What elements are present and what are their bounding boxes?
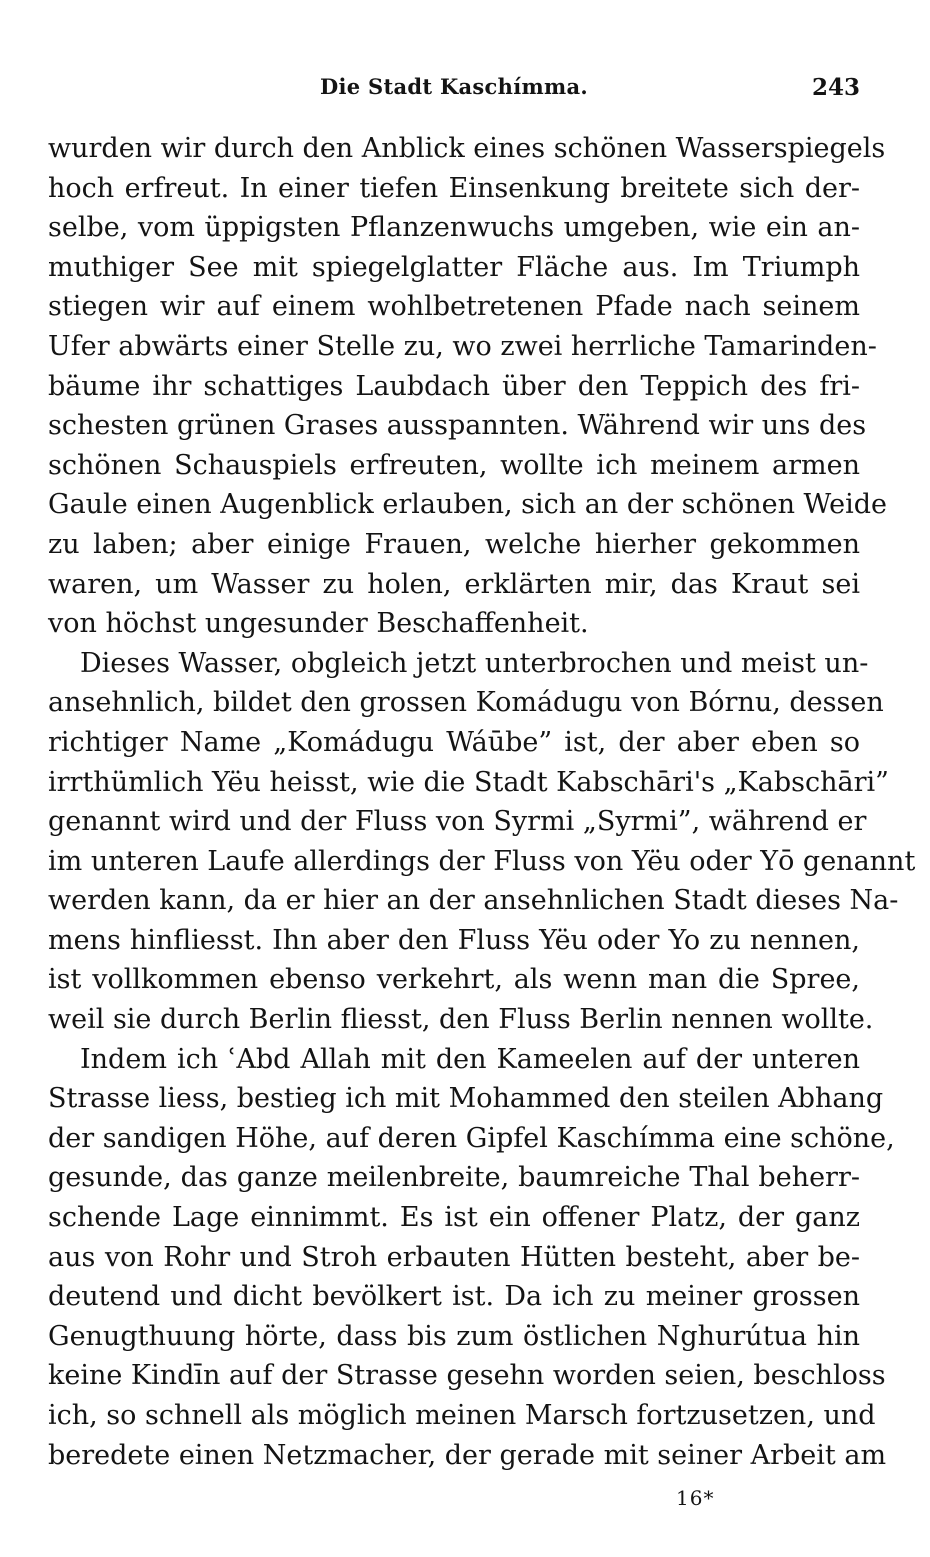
text-line: der sandigen Höhe, auf deren Gipfel Kaschímma eine schöne, <box>48 1122 895 1154</box>
text-line: schönen Schauspiels erfreuten, wollte ich meinem armen <box>48 449 860 481</box>
text-line: Genugthuung hörte, dass bis zum östlichen Nghurútua hin <box>48 1320 860 1352</box>
paragraph-end-line: weil sie durch Berlin fliesst, den Fluss Berlin nennen wollte. <box>48 1004 874 1036</box>
text-line: schesten grünen Grases ausspannten. Während wir uns des <box>48 410 867 442</box>
text-line: keine Kindīn auf der Strasse gesehn worden seien, beschloss <box>48 1360 886 1392</box>
text-line: richtiger Name „Komádugu Wáūbe” ist, der aber eben so <box>48 726 860 758</box>
text-line: irrthümlich Yëu heisst, wie die Stadt Kabschāri's „Kabschāri” <box>48 766 889 798</box>
running-head <box>48 74 860 114</box>
text-line: im unteren Laufe allerdings der Fluss von Yëu oder Yō genannt <box>48 845 916 877</box>
page-number: 243 <box>811 74 860 101</box>
body-text <box>48 129 916 1475</box>
text-line: Gaule einen Augenblick erlauben, sich an der schönen Weide <box>48 489 887 521</box>
text-line: gesunde, das ganze meilenbreite, baumreiche Thal beherr- <box>48 1162 860 1194</box>
signature-mark: 16* <box>676 1486 715 1510</box>
text-line: schende Lage einnimmt. Es ist ein offener Platz, der ganz <box>48 1202 860 1234</box>
text-line: genannt wird und der Fluss von Syrmi „Syrmi”, während er <box>48 806 867 838</box>
text-line: Ufer abwärts einer Stelle zu, wo zwei herrliche Tamarinden- <box>48 330 877 362</box>
text-line: ansehnlich, bildet den grossen Komádugu von Bórnu, dessen <box>48 687 884 719</box>
text-line: deutend und dicht bevölkert ist. Da ich zu meiner grossen <box>48 1281 860 1313</box>
paragraph-start-line: Dieses Wasser, obgleich jetzt unterbrochen und meist un- <box>80 647 869 679</box>
text-line: stiegen wir auf einem wohlbetretenen Pfade nach seinem <box>48 291 860 323</box>
text-line: muthiger See mit spiegelglatter Fläche aus. Im Triumph <box>48 251 860 283</box>
text-line: ich, so schnell als möglich meinen Marsch fortzusetzen, und <box>48 1400 876 1431</box>
text-line: ist vollkommen ebenso verkehrt, als wenn man die Spree, <box>48 964 860 996</box>
text-line: selbe, vom üppigsten Pflanzenwuchs umgeben, wie ein an- <box>48 212 860 244</box>
text-line: bäume ihr schattiges Laubdach über den Teppich des fri- <box>48 370 860 402</box>
text-line: mens hinfliesst. Ihn aber den Fluss Yëu oder Yo zu nennen, <box>48 924 860 956</box>
text-line: beredete einen Netzmacher, der gerade mit seiner Arbeit am <box>48 1439 887 1471</box>
text-line: aus von Rohr und Stroh erbauten Hütten besteht, aber be- <box>48 1241 860 1273</box>
text-line: wurden wir durch den Anblick eines schönen Wasserspiegels <box>48 133 886 164</box>
running-title: Die Stadt Kaschímma. <box>319 74 589 99</box>
paragraph-end-line: von höchst ungesunder Beschaffenheit. <box>48 608 589 640</box>
paragraph-start-line: Indem ich ʿAbd Allah mit den Kameelen auf der unteren <box>80 1043 860 1075</box>
text-line: werden kann, da er hier an der ansehnlichen Stadt dieses Na- <box>48 885 899 917</box>
text-line: hoch erfreut. In einer tiefen Einsenkung breitete sich der- <box>48 172 860 204</box>
text-line: zu laben; aber einige Frauen, welche hierher gekommen <box>48 528 860 560</box>
text-line: waren, um Wasser zu holen, erklärten mir, das Kraut sei <box>48 568 860 600</box>
text-line: Strasse liess, bestieg ich mit Mohammed den steilen Abhang <box>48 1083 884 1115</box>
